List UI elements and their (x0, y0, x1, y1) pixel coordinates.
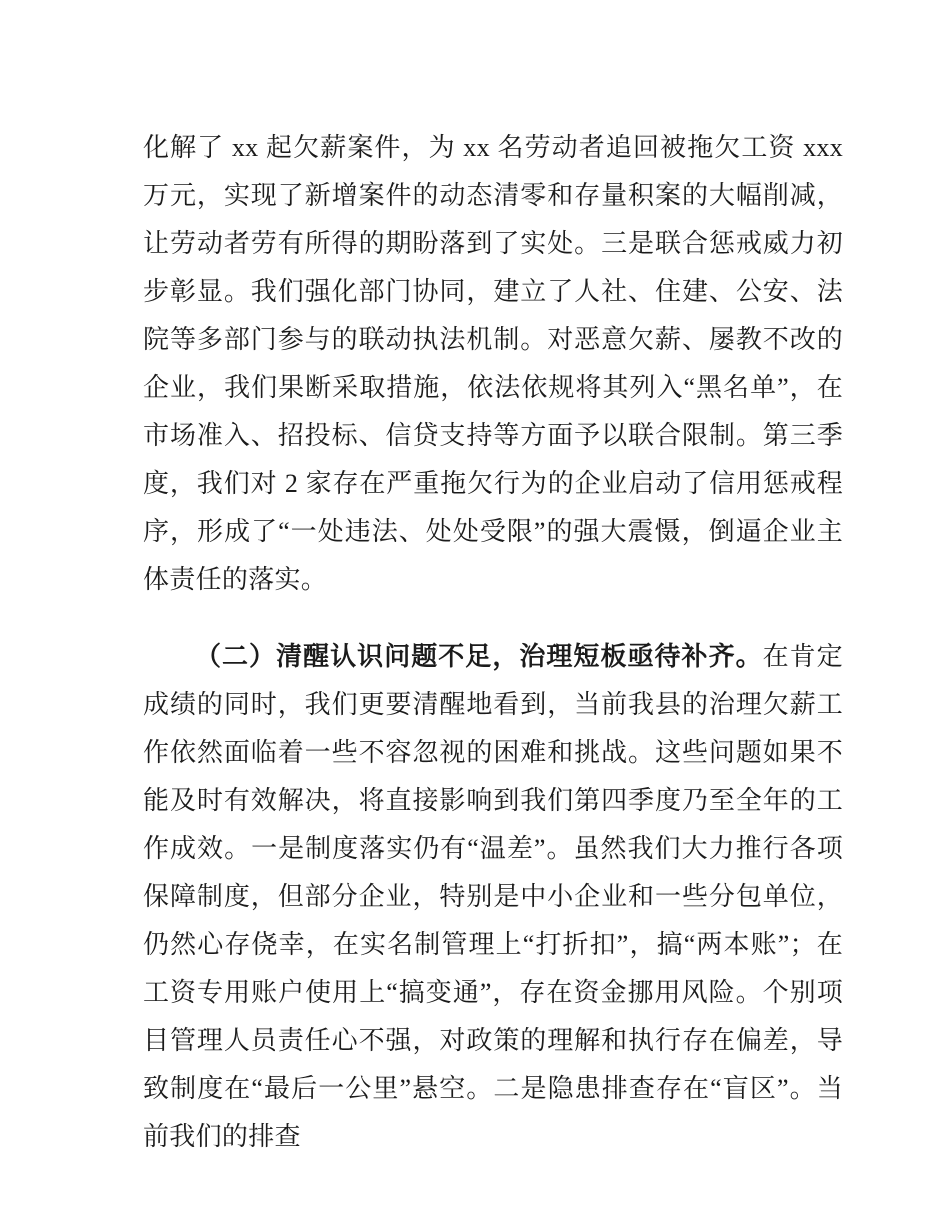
section-two-body-text: 在肯定成绩的同时，我们更要清醒地看到，当前我县的治理欠薪工作依然面临着一些不容忽视的困难和挑战。这些问题如果不能及时有效解决，将直接影响到我们第四季度乃至全年的工作成效。一是制度落实仍有“温差”。虽然我们大力推行各项保障制度，但部分企业，特别是中小企业和一些分包单位，仍然心存侥幸，在实名制管理上“打折扣”，搞“两本账”；在工资专用账户使用上“搞变通”，存在资金挪用风险。个别项目管理人员责任心不强，对政策的理解和执行存在偏差，导致制度在“最后一公里”悬空。二是隐患排查存在“盲区”。当前我们的排查 (143, 642, 843, 1151)
paragraph-continued-from-previous-page: 化解了 xx 起欠薪案件，为 xx 名劳动者追回被拖欠工资 xxx 万元，实现了新增案件的动态清零和存量积案的大幅削减，让劳动者劳有所得的期盼落到了实处。三是联合惩戒威力初步彰显。我们强化部门协同，建立了人社、住建、公安、法院等多部门参与的联动执法机制。对恶意欠薪、屡教不改的企业，我们果断采取措施，依法依规将其列入“黑名单”，在市场准入、招投标、信贷支持等方面予以联合限制。第三季度，我们对 2 家存在严重拖欠行为的企业启动了信用惩戒程序，形成了“一处违法、处处受限”的强大震慑，倒逼企业主体责任的落实。 (143, 133, 843, 594)
paragraph-section-two (143, 632, 843, 1161)
section-two-heading: （二）清醒认识问题不足，治理短板亟待补齐。 (195, 641, 763, 671)
